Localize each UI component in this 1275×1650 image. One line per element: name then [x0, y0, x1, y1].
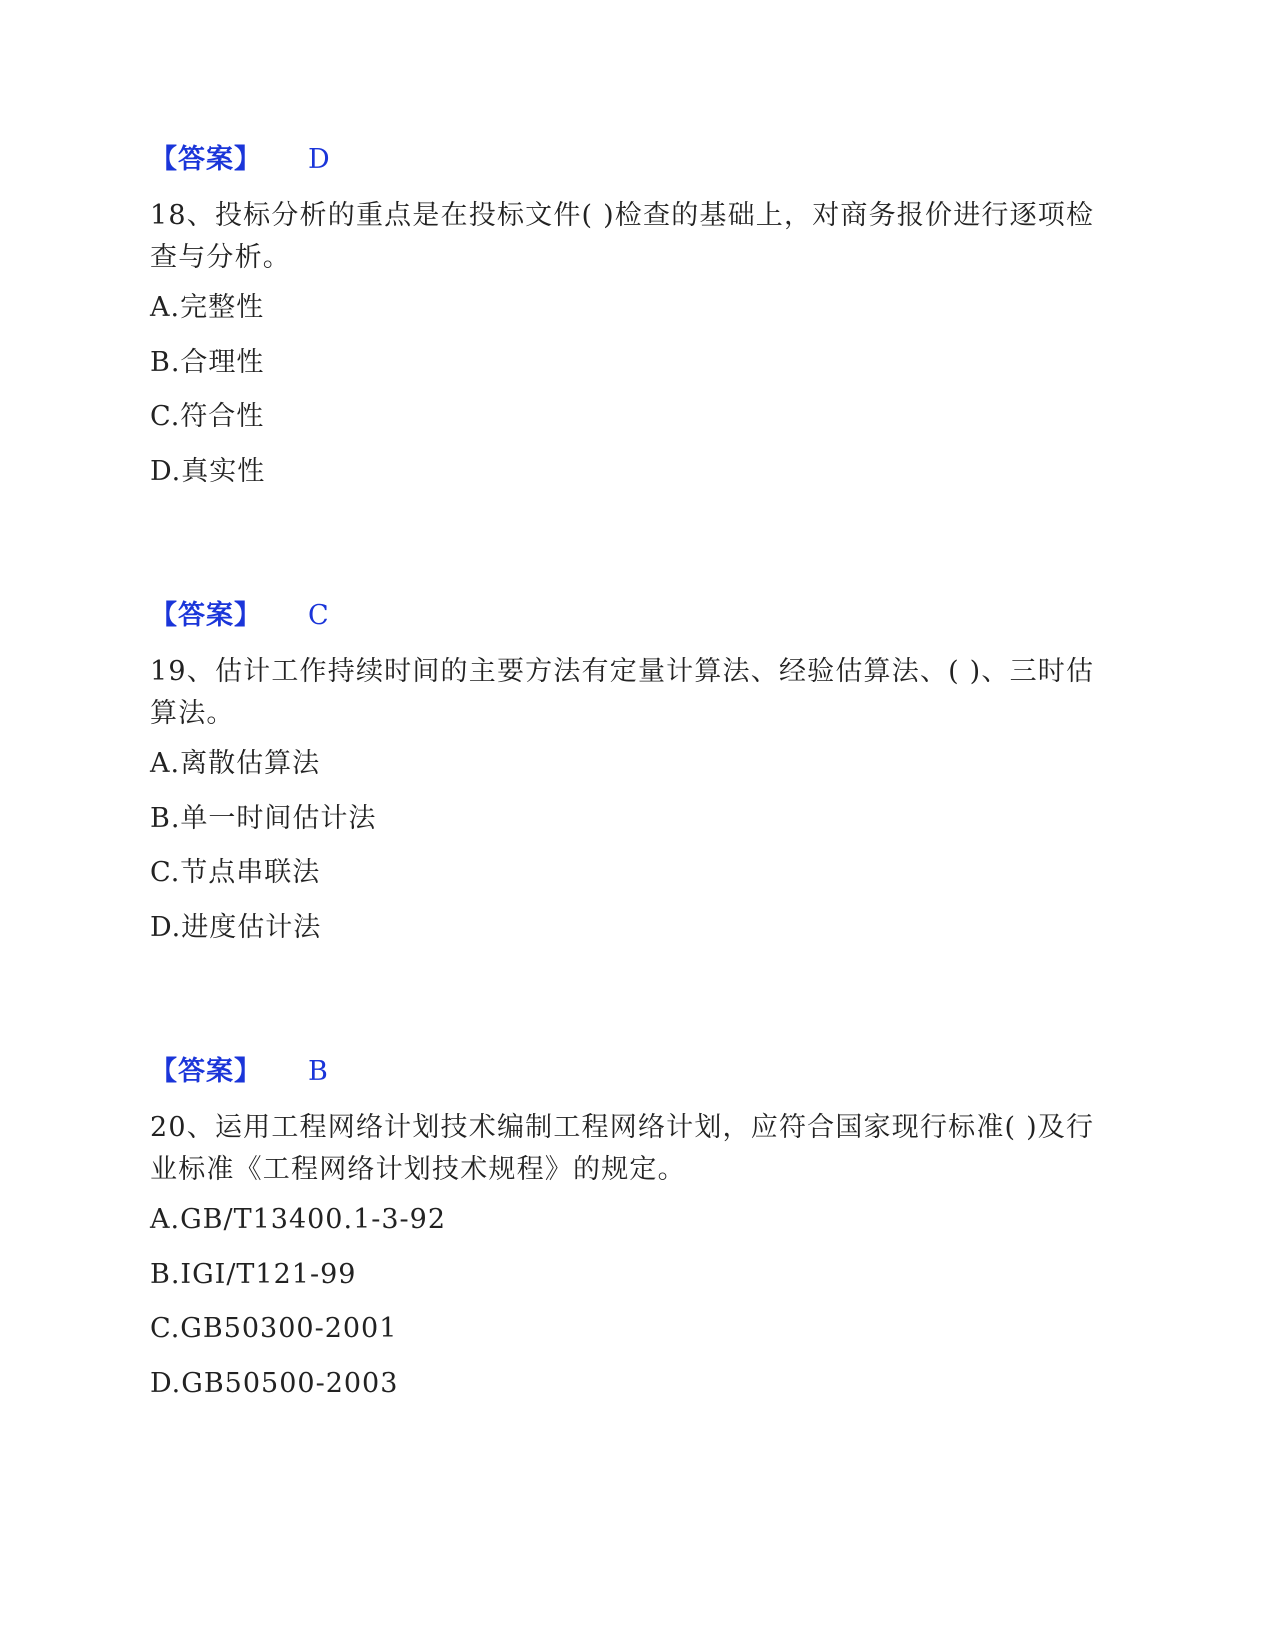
option-c: C.GB50300-2001	[150, 1313, 398, 1344]
option-c: C.节点串联法	[150, 857, 321, 888]
option-d: D.进度估计法	[150, 912, 322, 943]
question-text: 19、估计工作持续时间的主要方法有定量计算法、经验估算法、( )、三时估算法。	[150, 656, 1095, 729]
option-b: B.IGI/T121-99	[150, 1259, 357, 1290]
answer-value: D	[308, 144, 330, 175]
question-text: 20、运用工程网络计划技术编制工程网络计划，应符合国家现行标准( )及行业标准《工程网络计划技术规程》的规定。	[150, 1112, 1095, 1185]
question-text: 18、投标分析的重点是在投标文件( )检查的基础上，对商务报价进行逐项检查与分析。	[150, 200, 1095, 273]
option-b: B.合理性	[150, 347, 265, 378]
option-d: D.GB50500-2003	[150, 1368, 399, 1399]
answer-label: 【答案】	[150, 1056, 262, 1087]
answer-line	[150, 1052, 328, 1092]
answer-line	[150, 140, 330, 180]
option-c: C.符合性	[150, 401, 265, 432]
option-d: D.真实性	[150, 456, 266, 487]
option-b: B.单一时间估计法	[150, 803, 377, 834]
answer-value: C	[308, 600, 329, 631]
option-a: A.GB/T13400.1-3-92	[150, 1204, 447, 1235]
answer-line	[150, 596, 329, 636]
answer-value: B	[308, 1056, 328, 1087]
answer-label: 【答案】	[150, 600, 262, 631]
option-a: A.完整性	[150, 292, 265, 323]
answer-label: 【答案】	[150, 144, 262, 175]
option-a: A.离散估算法	[150, 748, 321, 779]
